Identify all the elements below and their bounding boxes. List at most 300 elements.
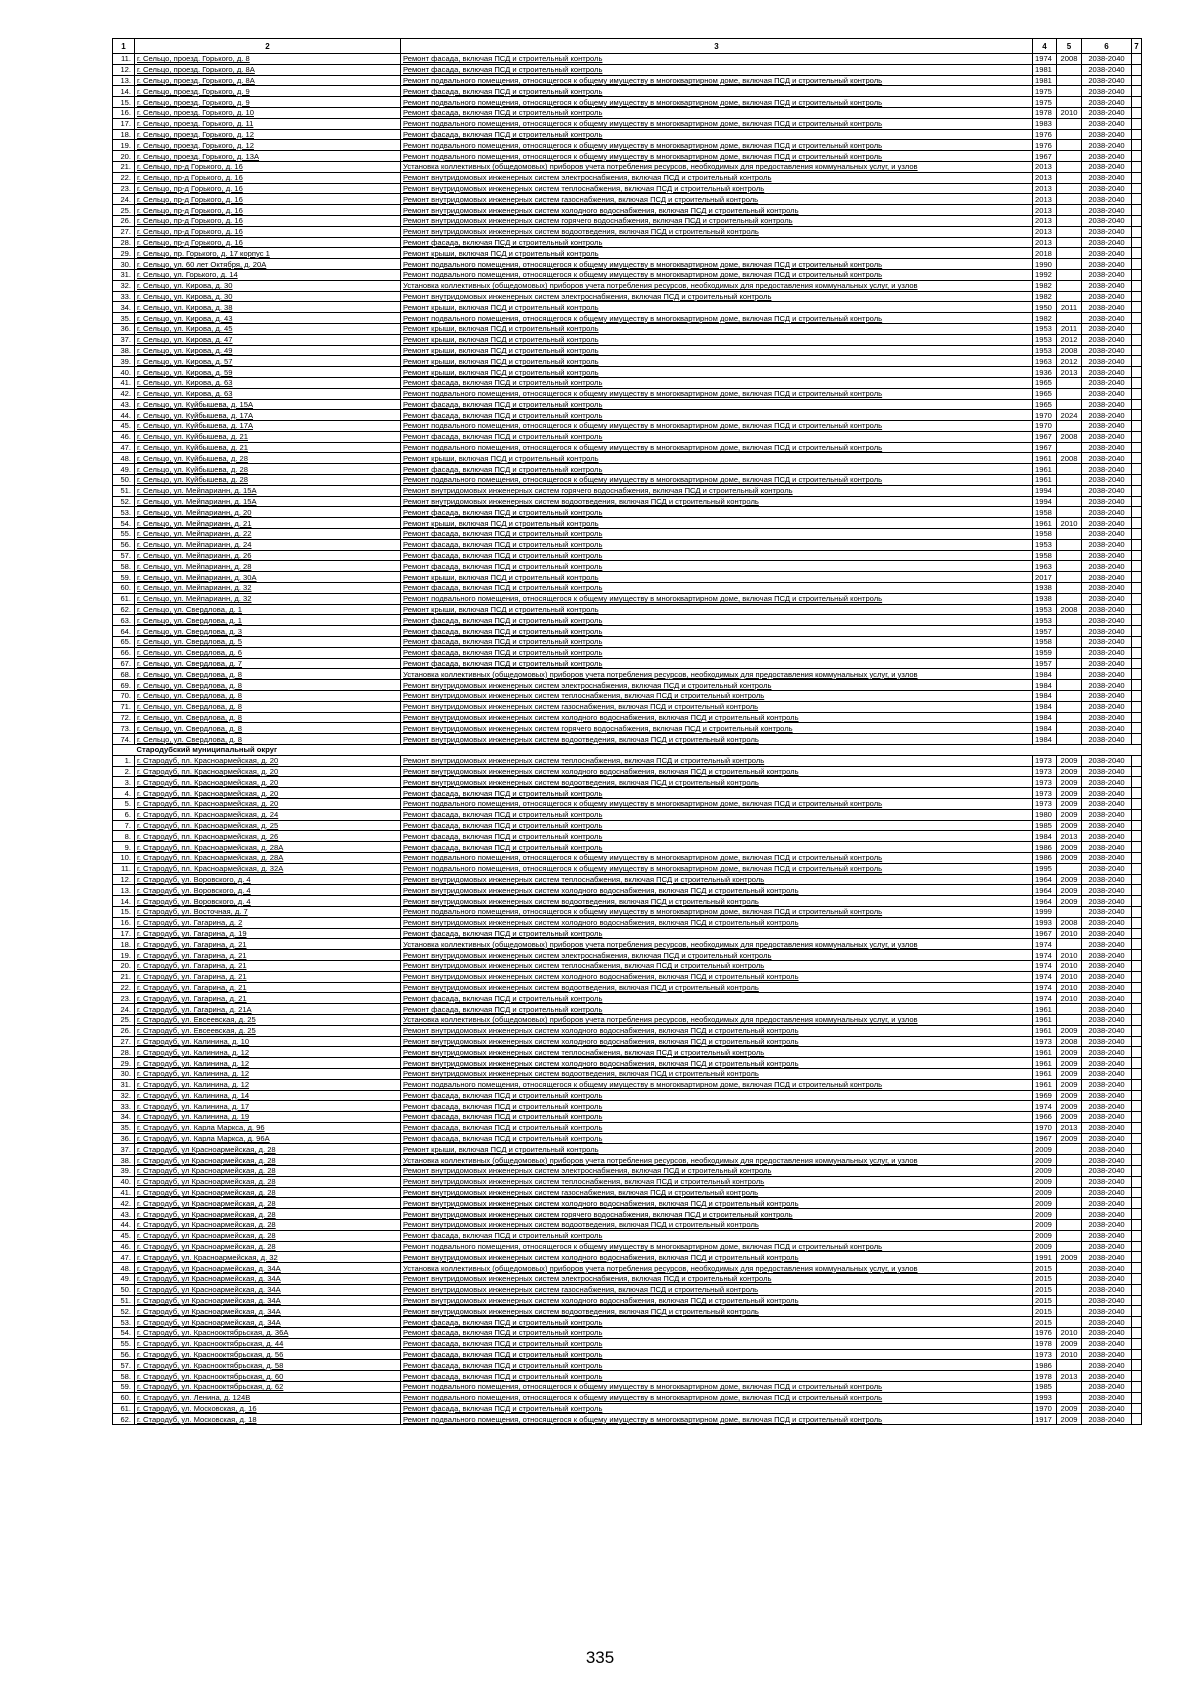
table-row: [113, 507, 1142, 518]
row-number: 22.: [113, 172, 135, 183]
empty-cell: [1132, 313, 1142, 324]
table-row: [113, 680, 1142, 691]
work-type-cell: Ремонт фасада, включая ПСД и строительный контроль: [401, 64, 1033, 75]
table-row: [113, 291, 1142, 302]
planned-period-cell: 2038-2040: [1082, 129, 1132, 140]
year-built-cell: 2009: [1033, 1144, 1057, 1155]
work-type-cell: Ремонт фасада, включая ПСД и строительный контроль: [401, 583, 1033, 594]
table-row: [113, 1025, 1142, 1036]
row-number: 24.: [113, 194, 135, 205]
section-header-row: [113, 745, 1142, 756]
last-repair-year-cell: [1057, 1209, 1082, 1220]
last-repair-year-cell: [1057, 388, 1082, 399]
address-cell: г. Сельцо, проезд. Горького, д. 9: [135, 97, 401, 108]
column-header: 4: [1033, 39, 1057, 54]
table-row: [113, 572, 1142, 583]
empty-cell: [1132, 863, 1142, 874]
table-row: [113, 755, 1142, 766]
empty-cell: [1132, 1403, 1142, 1414]
work-type-cell: Ремонт фасада, включая ПСД и строительный контроль: [401, 788, 1033, 799]
address-cell: г. Сельцо, проезд. Горького, д. 10: [135, 107, 401, 118]
work-type-cell: Ремонт внутридомовых инженерных систем электроснабжения, включая ПСД и строительный контроль: [401, 291, 1033, 302]
last-repair-year-cell: [1057, 539, 1082, 550]
planned-period-cell: 2038-2040: [1082, 453, 1132, 464]
planned-period-cell: 2038-2040: [1082, 637, 1132, 648]
last-repair-year-cell: 2009: [1057, 885, 1082, 896]
year-built-cell: 2013: [1033, 161, 1057, 172]
row-number: 47.: [113, 1252, 135, 1263]
last-repair-year-cell: [1057, 377, 1082, 388]
last-repair-year-cell: 2009: [1057, 1133, 1082, 1144]
empty-cell: [1132, 550, 1142, 561]
address-cell: г. Сельцо, проезд. Горького, д. 11: [135, 118, 401, 129]
work-type-cell: Ремонт фасада, включая ПСД и строительный контроль: [401, 1090, 1033, 1101]
work-type-cell: Ремонт крыши, включая ПСД и строительный контроль: [401, 345, 1033, 356]
planned-period-cell: 2038-2040: [1082, 518, 1132, 529]
work-type-cell: Ремонт подвального помещения, относящегося к общему имуществу в многоквартирном доме, включая ПСД и строительный контроль: [401, 906, 1033, 917]
planned-period-cell: 2038-2040: [1082, 107, 1132, 118]
row-number: 59.: [113, 572, 135, 583]
planned-period-cell: 2038-2040: [1082, 1187, 1132, 1198]
table-row: [113, 1317, 1142, 1328]
empty-cell: [1132, 410, 1142, 421]
empty-cell: [1132, 226, 1142, 237]
last-repair-year-cell: [1057, 561, 1082, 572]
last-repair-year-cell: 2008: [1057, 431, 1082, 442]
address-cell: г. Стародуб, ул Красноармейская, д. 34А: [135, 1295, 401, 1306]
year-built-cell: 1958: [1033, 637, 1057, 648]
work-type-cell: Установка коллективных (общедомовых) приборов учета потребления ресурсов, необходимых для предоставления коммунальных услуг, и узлов: [401, 669, 1033, 680]
empty-cell: [1132, 658, 1142, 669]
last-repair-year-cell: [1057, 280, 1082, 291]
last-repair-year-cell: 2010: [1057, 971, 1082, 982]
year-built-cell: 1976: [1033, 1328, 1057, 1339]
table-row: [113, 1014, 1142, 1025]
year-built-cell: 1986: [1033, 852, 1057, 863]
row-number: 30.: [113, 1068, 135, 1079]
planned-period-cell: 2038-2040: [1082, 118, 1132, 129]
row-number: 38.: [113, 345, 135, 356]
work-type-cell: Ремонт подвального помещения, относящегося к общему имуществу в многоквартирном доме, включая ПСД и строительный контроль: [401, 852, 1033, 863]
address-cell: г. Сельцо, пр-д Горького, д. 16: [135, 215, 401, 226]
table-row: [113, 1004, 1142, 1015]
planned-period-cell: 2038-2040: [1082, 1382, 1132, 1393]
table-row: [113, 1155, 1142, 1166]
table-row: [113, 280, 1142, 291]
row-number: 33.: [113, 291, 135, 302]
address-cell: г. Стародуб, ул Красноармейская, д. 34А: [135, 1317, 401, 1328]
table-row: [113, 1133, 1142, 1144]
address-cell: г. Стародуб, пл. Красноармейская, д. 32А: [135, 863, 401, 874]
empty-cell: [1132, 151, 1142, 162]
empty-cell: [1132, 1090, 1142, 1101]
planned-period-cell: 2038-2040: [1082, 809, 1132, 820]
work-type-cell: Ремонт внутридомовых инженерных систем горячего водоснабжения, включая ПСД и строительный контроль: [401, 485, 1033, 496]
work-type-cell: Ремонт внутридомовых инженерных систем холодного водоснабжения, включая ПСД и строительный контроль: [401, 1252, 1033, 1263]
planned-period-cell: 2038-2040: [1082, 302, 1132, 313]
last-repair-year-cell: 2009: [1057, 1058, 1082, 1069]
planned-period-cell: 2038-2040: [1082, 1414, 1132, 1425]
work-type-cell: Ремонт внутридомовых инженерных систем водоотведения, включая ПСД и строительный контроль: [401, 1220, 1033, 1231]
work-type-cell: Ремонт подвального помещения, относящегося к общему имуществу в многоквартирном доме, включая ПСД и строительный контроль: [401, 1414, 1033, 1425]
last-repair-year-cell: [1057, 1198, 1082, 1209]
row-number: 19.: [113, 950, 135, 961]
table-row: [113, 647, 1142, 658]
year-built-cell: 1990: [1033, 259, 1057, 270]
year-built-cell: 1961: [1033, 464, 1057, 475]
repair-schedule-table: [112, 38, 1142, 1425]
planned-period-cell: 2038-2040: [1082, 323, 1132, 334]
work-type-cell: Ремонт фасада, включая ПСД и строительный контроль: [401, 993, 1033, 1004]
table-row: [113, 410, 1142, 421]
planned-period-cell: 2038-2040: [1082, 172, 1132, 183]
last-repair-year-cell: [1057, 237, 1082, 248]
address-cell: г. Стародуб, ул. Гагарина, д. 21: [135, 960, 401, 971]
table-row: [113, 766, 1142, 777]
empty-cell: [1132, 777, 1142, 788]
table-row: [113, 1284, 1142, 1295]
last-repair-year-cell: 2010: [1057, 960, 1082, 971]
last-repair-year-cell: [1057, 291, 1082, 302]
table-row: [113, 1198, 1142, 1209]
last-repair-year-cell: [1057, 507, 1082, 518]
year-built-cell: 2015: [1033, 1263, 1057, 1274]
row-number: 28.: [113, 237, 135, 248]
work-type-cell: Ремонт подвального помещения, относящегося к общему имуществу в многоквартирном доме, включая ПСД и строительный контроль: [401, 388, 1033, 399]
year-built-cell: 2013: [1033, 194, 1057, 205]
row-number: 18.: [113, 939, 135, 950]
year-built-cell: 1976: [1033, 140, 1057, 151]
row-number: 27.: [113, 226, 135, 237]
planned-period-cell: 2038-2040: [1082, 345, 1132, 356]
table-row: [113, 906, 1142, 917]
year-built-cell: 1978: [1033, 1338, 1057, 1349]
empty-cell: [1132, 75, 1142, 86]
planned-period-cell: 2038-2040: [1082, 475, 1132, 486]
address-cell: г. Стародуб, ул. Красноармейская, д. 32: [135, 1252, 401, 1263]
planned-period-cell: 2038-2040: [1082, 712, 1132, 723]
empty-cell: [1132, 377, 1142, 388]
table-row: [113, 1349, 1142, 1360]
last-repair-year-cell: [1057, 86, 1082, 97]
planned-period-cell: 2038-2040: [1082, 410, 1132, 421]
empty-cell: [1132, 421, 1142, 432]
row-number: 27.: [113, 1036, 135, 1047]
work-type-cell: Ремонт внутридомовых инженерных систем теплоснабжения, включая ПСД и строительный контроль: [401, 755, 1033, 766]
year-built-cell: 1983: [1033, 118, 1057, 129]
planned-period-cell: 2038-2040: [1082, 831, 1132, 842]
row-number: 20.: [113, 960, 135, 971]
work-type-cell: Ремонт внутридомовых инженерных систем холодного водоснабжения, включая ПСД и строительный контроль: [401, 712, 1033, 723]
address-cell: г. Стародуб, пл. Красноармейская, д. 20: [135, 755, 401, 766]
planned-period-cell: 2038-2040: [1082, 766, 1132, 777]
year-built-cell: 1974: [1033, 1101, 1057, 1112]
empty-cell: [1132, 896, 1142, 907]
last-repair-year-cell: [1057, 1241, 1082, 1252]
row-number: 63.: [113, 615, 135, 626]
row-number: 32.: [113, 280, 135, 291]
planned-period-cell: 2038-2040: [1082, 885, 1132, 896]
row-number: 57.: [113, 1360, 135, 1371]
last-repair-year-cell: 2008: [1057, 54, 1082, 65]
address-cell: г. Стародуб, ул. Гагарина, д. 21: [135, 971, 401, 982]
table-row: [113, 701, 1142, 712]
year-built-cell: 1959: [1033, 647, 1057, 658]
year-built-cell: 1984: [1033, 831, 1057, 842]
table-row: [113, 75, 1142, 86]
table-row: [113, 561, 1142, 572]
last-repair-year-cell: [1057, 863, 1082, 874]
row-number: 31.: [113, 269, 135, 280]
empty-cell: [1132, 1198, 1142, 1209]
planned-period-cell: 2038-2040: [1082, 269, 1132, 280]
last-repair-year-cell: 2009: [1057, 1403, 1082, 1414]
year-built-cell: 1950: [1033, 302, 1057, 313]
row-number: 8.: [113, 831, 135, 842]
empty-cell: [1132, 183, 1142, 194]
table-row: [113, 183, 1142, 194]
address-cell: г. Сельцо, проезд. Горького, д. 8: [135, 54, 401, 65]
year-built-cell: 1986: [1033, 842, 1057, 853]
empty-cell: [1132, 734, 1142, 745]
table-row: [113, 442, 1142, 453]
row-number: 21.: [113, 971, 135, 982]
planned-period-cell: 2038-2040: [1082, 842, 1132, 853]
last-repair-year-cell: 2009: [1057, 777, 1082, 788]
last-repair-year-cell: 2010: [1057, 993, 1082, 1004]
empty-cell: [1132, 852, 1142, 863]
empty-cell: [1132, 680, 1142, 691]
year-built-cell: 2013: [1033, 183, 1057, 194]
year-built-cell: 2018: [1033, 248, 1057, 259]
table-row: [113, 637, 1142, 648]
work-type-cell: Ремонт фасада, включая ПСД и строительный контроль: [401, 550, 1033, 561]
work-type-cell: Ремонт внутридомовых инженерных систем холодного водоснабжения, включая ПСД и строительный контроль: [401, 1036, 1033, 1047]
empty-cell: [1132, 518, 1142, 529]
row-number: 49.: [113, 1274, 135, 1285]
last-repair-year-cell: [1057, 496, 1082, 507]
planned-period-cell: 2038-2040: [1082, 1004, 1132, 1015]
work-type-cell: Ремонт внутридомовых инженерных систем горячего водоснабжения, включая ПСД и строительный контроль: [401, 723, 1033, 734]
table-body: [113, 54, 1142, 1425]
address-cell: г. Сельцо, ул. Кирова, д. 63: [135, 377, 401, 388]
work-type-cell: Ремонт крыши, включая ПСД и строительный контроль: [401, 453, 1033, 464]
work-type-cell: Ремонт подвального помещения, относящегося к общему имуществу в многоквартирном доме, включая ПСД и строительный контроль: [401, 421, 1033, 432]
empty-cell: [1132, 1230, 1142, 1241]
address-cell: г. Стародуб, ул Красноармейская, д. 28: [135, 1241, 401, 1252]
empty-cell: [1132, 1317, 1142, 1328]
year-built-cell: 1967: [1033, 151, 1057, 162]
address-cell: г. Сельцо, ул. Мейпарианн, д. 20: [135, 507, 401, 518]
address-cell: г. Сельцо, ул. Свердлова, д. 3: [135, 626, 401, 637]
work-type-cell: Ремонт фасада, включая ПСД и строительный контроль: [401, 539, 1033, 550]
section-spacer: [113, 745, 135, 756]
row-number: 36.: [113, 1133, 135, 1144]
row-number: 13.: [113, 885, 135, 896]
work-type-cell: Ремонт фасада, включая ПСД и строительный контроль: [401, 1317, 1033, 1328]
work-type-cell: Ремонт фасада, включая ПСД и строительный контроль: [401, 529, 1033, 540]
address-cell: г. Сельцо, ул. Свердлова, д. 8: [135, 680, 401, 691]
planned-period-cell: 2038-2040: [1082, 1241, 1132, 1252]
address-cell: г. Стародуб, ул Красноармейская, д. 28: [135, 1155, 401, 1166]
empty-cell: [1132, 259, 1142, 270]
table-row: [113, 1047, 1142, 1058]
row-number: 70.: [113, 691, 135, 702]
last-repair-year-cell: 2010: [1057, 107, 1082, 118]
last-repair-year-cell: [1057, 215, 1082, 226]
planned-period-cell: 2038-2040: [1082, 205, 1132, 216]
last-repair-year-cell: [1057, 1274, 1082, 1285]
table-row: [113, 550, 1142, 561]
planned-period-cell: 2038-2040: [1082, 734, 1132, 745]
work-type-cell: Ремонт фасада, включая ПСД и строительный контроль: [401, 507, 1033, 518]
last-repair-year-cell: 2013: [1057, 367, 1082, 378]
empty-cell: [1132, 1036, 1142, 1047]
table-row: [113, 475, 1142, 486]
year-built-cell: 1953: [1033, 615, 1057, 626]
table-row: [113, 939, 1142, 950]
planned-period-cell: 2038-2040: [1082, 1068, 1132, 1079]
address-cell: г. Сельцо, ул. Свердлова, д. 8: [135, 701, 401, 712]
table-row: [113, 161, 1142, 172]
address-cell: г. Сельцо, пр-д Горького, д. 16: [135, 183, 401, 194]
last-repair-year-cell: 2009: [1057, 1090, 1082, 1101]
empty-cell: [1132, 604, 1142, 615]
address-cell: г. Сельцо, ул. Свердлова, д. 1: [135, 615, 401, 626]
row-number: 17.: [113, 118, 135, 129]
planned-period-cell: 2038-2040: [1082, 1349, 1132, 1360]
year-built-cell: 1973: [1033, 755, 1057, 766]
year-built-cell: 1965: [1033, 388, 1057, 399]
row-number: 15.: [113, 97, 135, 108]
empty-cell: [1132, 1209, 1142, 1220]
row-number: 55.: [113, 529, 135, 540]
last-repair-year-cell: [1057, 1392, 1082, 1403]
work-type-cell: Ремонт фасада, включая ПСД и строительный контроль: [401, 1101, 1033, 1112]
work-type-cell: Установка коллективных (общедомовых) приборов учета потребления ресурсов, необходимых для предоставления коммунальных услуг, и узлов: [401, 161, 1033, 172]
year-built-cell: 1993: [1033, 917, 1057, 928]
last-repair-year-cell: [1057, 701, 1082, 712]
row-number: 66.: [113, 647, 135, 658]
empty-cell: [1132, 356, 1142, 367]
address-cell: г. Стародуб, ул Красноармейская, д. 28: [135, 1230, 401, 1241]
empty-cell: [1132, 1392, 1142, 1403]
address-cell: г. Стародуб, ул. Калинина, д. 17: [135, 1101, 401, 1112]
planned-period-cell: 2038-2040: [1082, 1263, 1132, 1274]
row-number: 62.: [113, 604, 135, 615]
row-number: 45.: [113, 421, 135, 432]
row-number: 11.: [113, 863, 135, 874]
row-number: 56.: [113, 539, 135, 550]
year-built-cell: 1964: [1033, 874, 1057, 885]
row-number: 61.: [113, 1403, 135, 1414]
work-type-cell: Ремонт фасада, включая ПСД и строительный контроль: [401, 431, 1033, 442]
planned-period-cell: 2038-2040: [1082, 1328, 1132, 1339]
planned-period-cell: 2038-2040: [1082, 356, 1132, 367]
year-built-cell: 1984: [1033, 680, 1057, 691]
planned-period-cell: 2038-2040: [1082, 550, 1132, 561]
row-number: 58.: [113, 1371, 135, 1382]
planned-period-cell: 2038-2040: [1082, 399, 1132, 410]
table-row: [113, 1220, 1142, 1231]
empty-cell: [1132, 1338, 1142, 1349]
work-type-cell: Ремонт фасада, включая ПСД и строительный контроль: [401, 54, 1033, 65]
planned-period-cell: 2038-2040: [1082, 993, 1132, 1004]
planned-period-cell: 2038-2040: [1082, 313, 1132, 324]
last-repair-year-cell: 2010: [1057, 518, 1082, 529]
last-repair-year-cell: [1057, 269, 1082, 280]
table-row: [113, 86, 1142, 97]
work-type-cell: Ремонт внутридомовых инженерных систем электроснабжения, включая ПСД и строительный контроль: [401, 680, 1033, 691]
planned-period-cell: 2038-2040: [1082, 1155, 1132, 1166]
planned-period-cell: 2038-2040: [1082, 334, 1132, 345]
year-built-cell: 2009: [1033, 1155, 1057, 1166]
table-row: [113, 1058, 1142, 1069]
row-number: 40.: [113, 1176, 135, 1187]
work-type-cell: Ремонт фасада, включая ПСД и строительный контроль: [401, 842, 1033, 853]
empty-cell: [1132, 291, 1142, 302]
table-row: [113, 1306, 1142, 1317]
last-repair-year-cell: 2009: [1057, 820, 1082, 831]
address-cell: г. Сельцо, ул. Свердлова, д. 8: [135, 734, 401, 745]
last-repair-year-cell: 2024: [1057, 410, 1082, 421]
address-cell: г. Сельцо, ул. Кирова, д. 47: [135, 334, 401, 345]
table-row: [113, 971, 1142, 982]
year-built-cell: 1964: [1033, 885, 1057, 896]
empty-cell: [1132, 475, 1142, 486]
table-row: [113, 1036, 1142, 1047]
year-built-cell: 2009: [1033, 1176, 1057, 1187]
last-repair-year-cell: [1057, 637, 1082, 648]
row-number: 33.: [113, 1101, 135, 1112]
address-cell: г. Стародуб, ул. Краснооктябрьская, д. 62: [135, 1382, 401, 1393]
empty-cell: [1132, 939, 1142, 950]
work-type-cell: Ремонт фасада, включая ПСД и строительный контроль: [401, 626, 1033, 637]
planned-period-cell: 2038-2040: [1082, 928, 1132, 939]
address-cell: г. Сельцо, ул. Мейпарианн, д. 28: [135, 561, 401, 572]
row-number: 2.: [113, 766, 135, 777]
row-number: 11.: [113, 54, 135, 65]
work-type-cell: Установка коллективных (общедомовых) приборов учета потребления ресурсов, необходимых для предоставления коммунальных услуг, и узлов: [401, 939, 1033, 950]
table-row: [113, 205, 1142, 216]
table-row: [113, 809, 1142, 820]
address-cell: г. Сельцо, ул. Кирова, д. 57: [135, 356, 401, 367]
table-row: [113, 388, 1142, 399]
last-repair-year-cell: [1057, 140, 1082, 151]
column-header: 5: [1057, 39, 1082, 54]
year-built-cell: 1992: [1033, 269, 1057, 280]
row-number: 54.: [113, 518, 135, 529]
planned-period-cell: 2038-2040: [1082, 1338, 1132, 1349]
table-row: [113, 1176, 1142, 1187]
last-repair-year-cell: [1057, 1176, 1082, 1187]
last-repair-year-cell: [1057, 183, 1082, 194]
planned-period-cell: 2038-2040: [1082, 1090, 1132, 1101]
table-row: [113, 1252, 1142, 1263]
planned-period-cell: 2038-2040: [1082, 54, 1132, 65]
year-built-cell: 1961: [1033, 1058, 1057, 1069]
row-number: 35.: [113, 1122, 135, 1133]
row-number: 69.: [113, 680, 135, 691]
year-built-cell: 2009: [1033, 1209, 1057, 1220]
row-number: 57.: [113, 550, 135, 561]
empty-cell: [1132, 831, 1142, 842]
empty-cell: [1132, 1295, 1142, 1306]
year-built-cell: 1978: [1033, 107, 1057, 118]
empty-cell: [1132, 237, 1142, 248]
empty-cell: [1132, 1360, 1142, 1371]
year-built-cell: 1974: [1033, 950, 1057, 961]
